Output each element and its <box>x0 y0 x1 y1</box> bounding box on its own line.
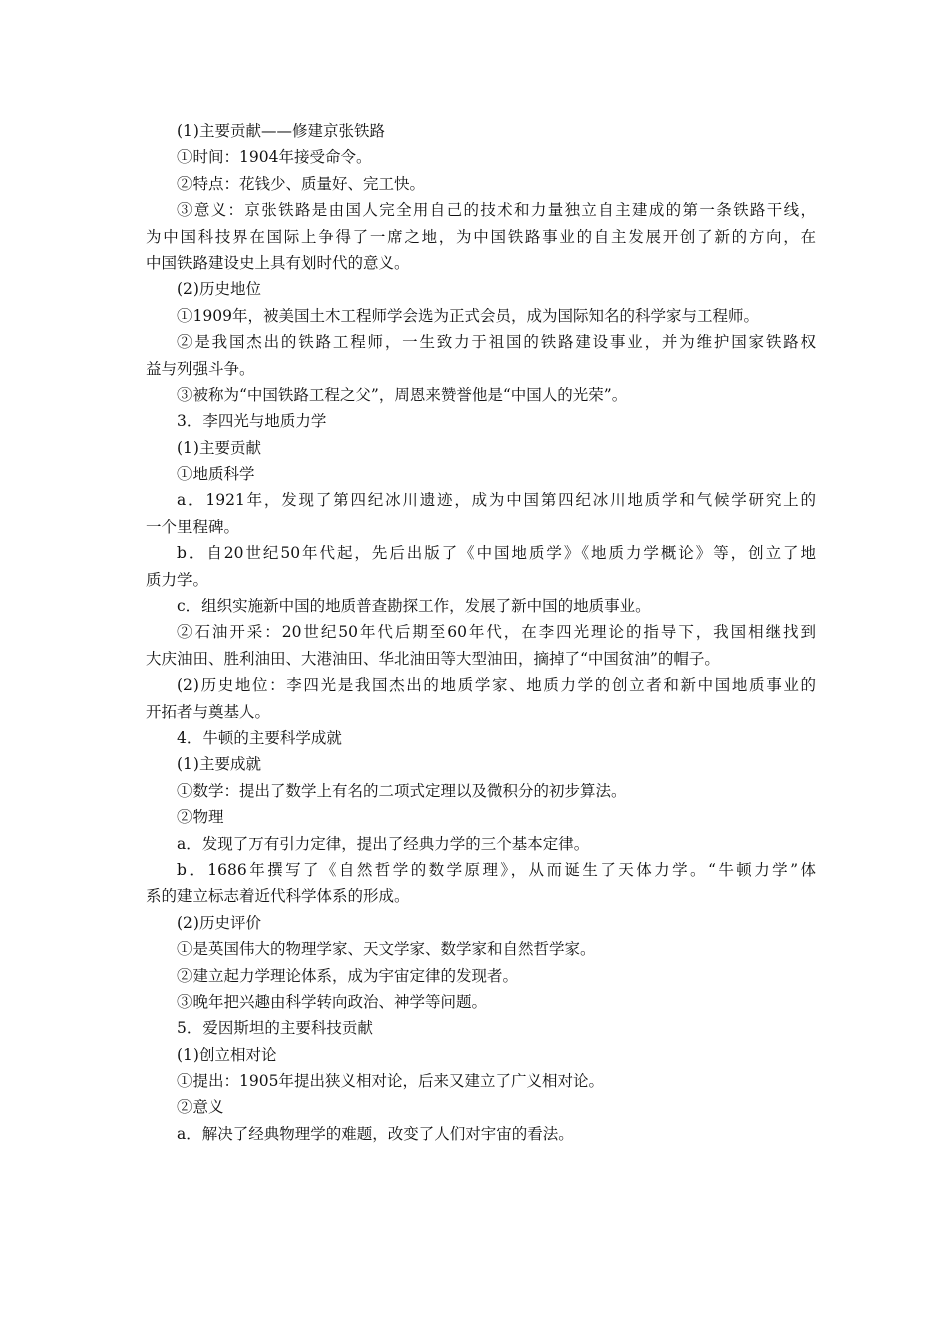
subheading-historical-status: (2)历史地位 <box>177 280 261 299</box>
paragraph-status-3: ③被称为“中国铁路工程之父”，周恩来赞誉他是“中国人的光荣”。 <box>177 385 628 404</box>
paragraph-status-2-line-2: 益与列强斗争。 <box>146 359 255 378</box>
paragraph-principia-line-1: b．1686年撰写了《自然哲学的数学原理》，从而诞生了天体力学。“牛顿力学”体 <box>177 860 816 879</box>
paragraph-status-1: ①1909年，被美国土木工程师学会选为正式会员，成为国际知名的科学家与工程师。 <box>177 306 759 325</box>
subheading-historical-evaluation: (2)历史评价 <box>177 913 261 932</box>
subheading-main-contribution: (1)主要贡献——修建京张铁路 <box>177 122 385 140</box>
paragraph-classical-physics: a．解决了经典物理学的难题，改变了人们对宇宙的看法。 <box>177 1124 574 1143</box>
paragraph-li-status-line-1: (2)历史地位：李四光是我国杰出的地质学家、地质力学的创立者和新中国地质事业的 <box>177 676 816 695</box>
paragraph-status-2-line-1: ②是我国杰出的铁路工程师，一生致力于祖国的铁路建设事业，并为维护国家铁路权 <box>177 333 816 352</box>
paragraph-significance-line-3: 中国铁路建设史上具有划时代的意义。 <box>146 253 410 272</box>
paragraph-time: ①时间：1904年接受命令。 <box>177 148 372 167</box>
paragraph-survey: c．组织实施新中国的地质普查勘探工作，发展了新中国的地质事业。 <box>177 597 651 616</box>
paragraph-gravitation: a．发现了万有引力定律，提出了经典力学的三个基本定律。 <box>177 834 590 853</box>
document-body <box>146 118 816 1147</box>
paragraph-glacier-line-1: a．1921年，发现了第四纪冰川遗迹，成为中国第四纪冰川地质学和气候学研究上的 <box>177 491 816 510</box>
paragraph-principia-line-2: 系的建立标志着近代科学体系的形成。 <box>146 887 410 906</box>
paragraph-physics: ②物理 <box>177 808 224 827</box>
paragraph-glacier-line-2: 一个里程碑。 <box>146 517 240 536</box>
paragraph-oil-line-1: ②石油开采：20世纪50年代后期至60年代，在李四光理论的指导下，我国相继找到 <box>177 623 816 642</box>
subheading-relativity: (1)创立相对论 <box>177 1045 277 1064</box>
paragraph-relativity-proposal: ①提出：1905年提出狭义相对论，后来又建立了广义相对论。 <box>177 1072 604 1091</box>
subheading-main-achievements: (1)主要成就 <box>177 755 261 774</box>
section-heading-3: 3．李四光与地质力学 <box>177 412 327 431</box>
paragraph-evaluation-3: ③晚年把兴趣由科学转向政治、神学等问题。 <box>177 992 488 1011</box>
paragraph-publications-line-1: b．自20世纪50年代起，先后出版了《中国地质学》《地质力学概论》等，创立了地 <box>177 544 816 563</box>
paragraph-significance-line-2: 为中国科技界在国际上争得了一席之地，为中国铁路事业的自主发展开创了新的方向，在 <box>146 227 816 246</box>
paragraph-math: ①数学：提出了数学上有名的二项式定理以及微积分的初步算法。 <box>177 781 627 800</box>
section-heading-5: 5．爱因斯坦的主要科技贡献 <box>177 1019 373 1038</box>
paragraph-oil-line-2: 大庆油田、胜利油田、大港油田、华北油田等大型油田，摘掉了“中国贫油”的帽子。 <box>146 649 720 668</box>
section-heading-4: 4．牛顿的主要科学成就 <box>177 728 342 747</box>
paragraph-evaluation-1: ①是英国伟大的物理学家、天文学家、数学家和自然哲学家。 <box>177 940 596 959</box>
paragraph-features: ②特点：花钱少、质量好、完工快。 <box>177 174 426 193</box>
paragraph-relativity-significance: ②意义 <box>177 1098 224 1117</box>
paragraph-publications-line-2: 质力学。 <box>146 570 209 589</box>
subheading-main-contribution-2: (1)主要贡献 <box>177 438 261 457</box>
paragraph-significance-line-1: ③意义：京张铁路是由国人完全用自己的技术和力量独立自主建成的第一条铁路干线， <box>177 201 816 220</box>
paragraph-geology: ①地质科学 <box>177 465 255 484</box>
paragraph-li-status-line-2: 开拓者与奠基人。 <box>146 702 271 721</box>
paragraph-evaluation-2: ②建立起力学理论体系，成为宇宙定律的发现者。 <box>177 966 519 985</box>
